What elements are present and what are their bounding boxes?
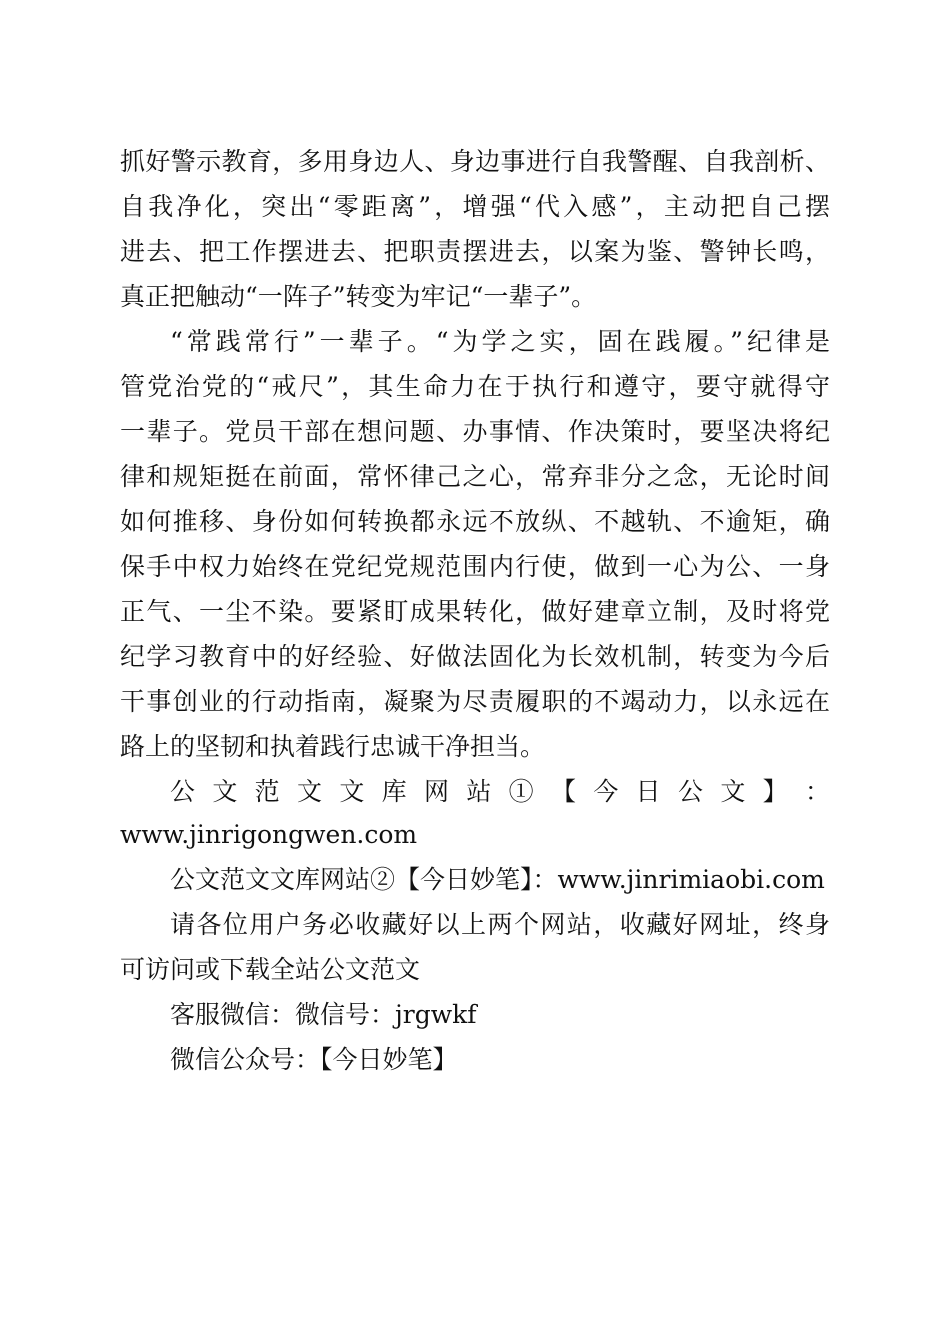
paragraph1-line-1: 抓好警示教育，多用身边人、身边事进行自我警醒、自我剖析、 [120, 147, 830, 176]
paragraph2-line-6: 保手中权力始终在党纪党规范围内行使，做到一心为公、一身 [120, 552, 830, 581]
wechat-service: 客服微信：微信号：jrgwkf [170, 1000, 477, 1029]
paragraph2-line-9: 干事创业的行动指南，凝聚为尽责履职的不竭动力，以永远在 [120, 687, 830, 716]
wechat-public-account: 微信公众号：【今日妙笔】 [170, 1045, 458, 1074]
paragraph1-line-2: 自我净化，突出“零距离”，增强“代入感”，主动把自己摆 [120, 192, 830, 221]
site2-line[interactable]: 公文范文文库网站②【今日妙笔】：www.jinrimiaobi.com [170, 865, 825, 894]
paragraph2-line-8: 纪学习教育中的好经验、好做法固化为长效机制，转变为今后 [120, 642, 830, 671]
paragraph2-line-3: 一辈子。党员干部在想问题、办事情、作决策时，要坚决将纪 [120, 417, 830, 446]
paragraph2-line-1: “常践常行”一辈子。“为学之实，固在践履。”纪律是 [170, 327, 830, 356]
paragraph2-line-4: 律和规矩挺在前面，常怀律己之心，常弃非分之念，无论时间 [120, 462, 830, 491]
site1-label: 公 文 范 文 文 库 网 站 ① 【 今 日 公 文 】 ： [170, 777, 830, 806]
paragraph2-line-10: 路上的坚韧和执着践行忠诚干净担当。 [120, 732, 546, 761]
paragraph1-line-3: 进去、把工作摆进去、把职责摆进去，以案为鉴、警钟长鸣， [120, 237, 830, 266]
paragraph2-line-7: 正气、一尘不染。要紧盯成果转化，做好建章立制，及时将党 [120, 597, 830, 626]
site1-url[interactable]: www.jinrigongwen.com [120, 820, 418, 849]
paragraph2-line-2: 管党治党的“戒尺”，其生命力在于执行和遵守，要守就得守 [120, 372, 830, 401]
notice-line-1: 请各位用户务必收藏好以上两个网站，收藏好网址，终身 [170, 910, 830, 939]
paragraph1-line-4: 真正把触动“一阵子”转变为牢记“一辈子”。 [120, 282, 597, 311]
notice-line-2: 可访问或下载全站公文范文 [120, 955, 421, 984]
paragraph2-line-5: 如何推移、身份如何转换都永远不放纵、不越轨、不逾矩，确 [120, 507, 830, 536]
